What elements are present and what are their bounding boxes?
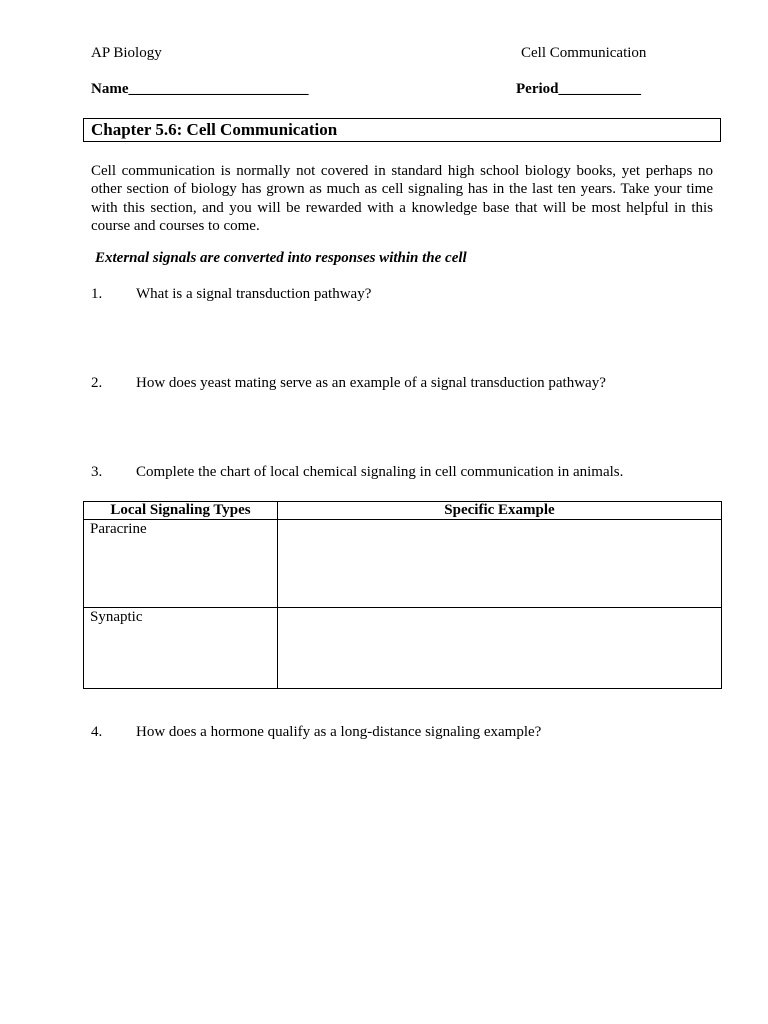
question-number-3: 3. xyxy=(91,464,103,480)
question-number-2: 2. xyxy=(91,375,103,391)
intro-paragraph: Cell communication is normally not covered in standard high school biology books, yet perhaps no other section of biology has grown as much as cell signaling has in the last ten years. Take your time with this section, and you will be rewarded with a knowledge base that will be most helpful in this course and courses to come. xyxy=(91,163,713,234)
example-answer-cell xyxy=(278,607,722,688)
question-number-4: 4. xyxy=(91,724,103,740)
question-text-3: Complete the chart of local chemical signaling in cell communication in animals. xyxy=(136,464,624,480)
course-title: AP Biology xyxy=(91,45,162,61)
question-text-2: How does yeast mating serve as an example of a signal transduction pathway? xyxy=(136,375,606,391)
chapter-title: Chapter 5.6: Cell Communication xyxy=(91,120,338,139)
signaling-type-cell: Paracrine xyxy=(84,520,278,607)
table-row xyxy=(84,607,722,688)
question-text-4: How does a hormone qualify as a long-distance signaling example? xyxy=(136,724,542,740)
name-field: Name________________________ xyxy=(91,81,309,97)
signaling-type-cell: Synaptic xyxy=(84,607,278,688)
table-header-cell: Specific Example xyxy=(278,502,722,520)
chapter-title-box xyxy=(83,118,721,142)
period-field: Period___________ xyxy=(516,81,641,97)
table-header-row xyxy=(84,502,722,520)
example-answer-cell xyxy=(278,520,722,607)
section-heading: External signals are converted into responses within the cell xyxy=(95,250,467,266)
table-row xyxy=(84,520,722,607)
local-signaling-table xyxy=(83,501,722,689)
table-header-cell: Local Signaling Types xyxy=(84,502,278,520)
question-text-1: What is a signal transduction pathway? xyxy=(136,286,372,302)
unit-title: Cell Communication xyxy=(521,45,647,61)
question-number-1: 1. xyxy=(91,286,103,302)
